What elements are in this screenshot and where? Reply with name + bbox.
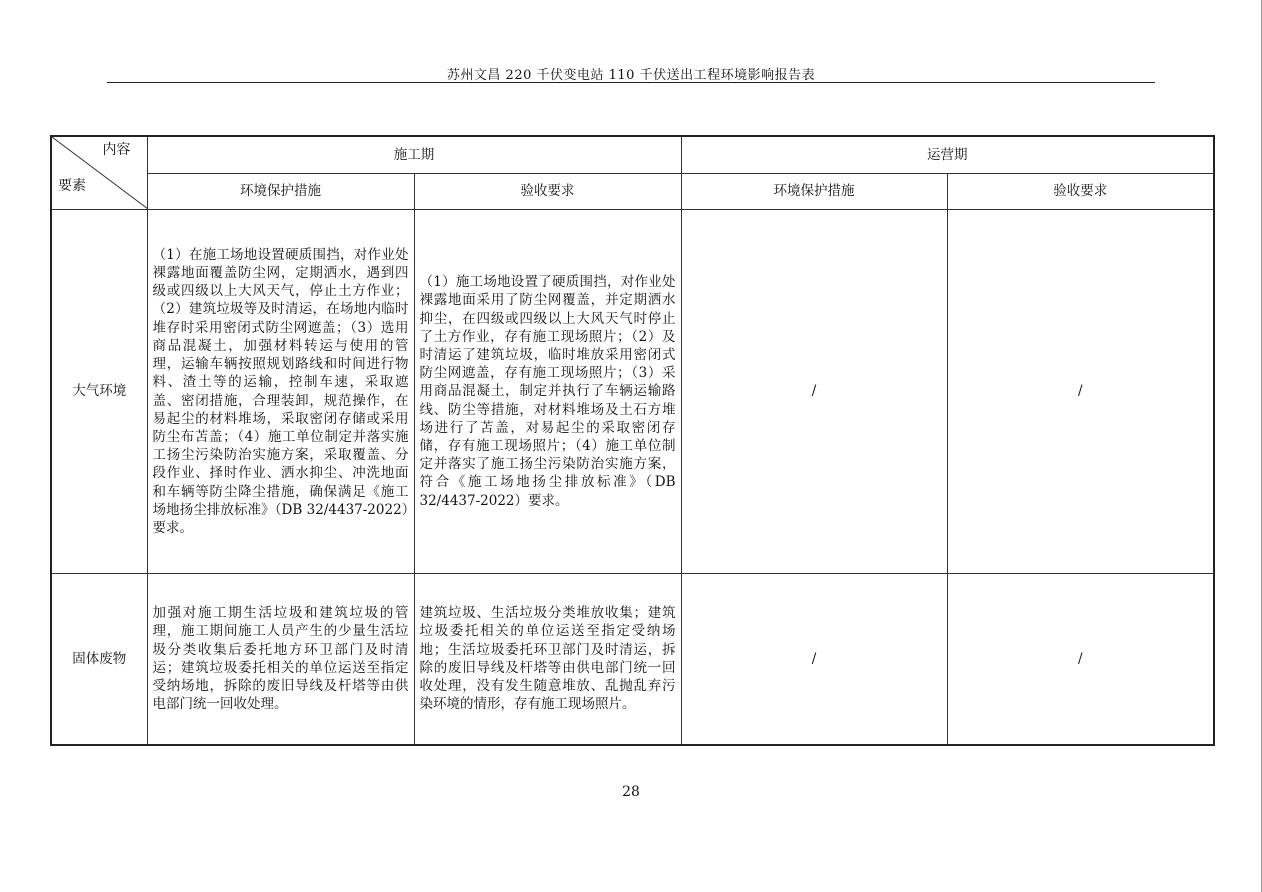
- table-row: [51, 210, 1214, 574]
- table-header-row-groups: [51, 136, 1214, 173]
- header-divider: [107, 82, 1155, 83]
- row-label-air: 大气环境: [51, 210, 147, 574]
- air-operation-measures: /: [681, 210, 947, 574]
- table-row: [51, 574, 1214, 745]
- corner-header-cell: [51, 136, 147, 210]
- waste-construction-acceptance: 建筑垃圾、生活垃圾分类堆放收集；建筑垃圾委托相关的单位运送至指定受纳场地；生活垃圾委托环卫部门及时清运，拆除的废旧导线及杆塔等由供电部门统一回收处理，没有发生随意堆放、乱抛乱弃污染环境的情形，存有施工现场照片。: [414, 574, 681, 745]
- corner-top-label: 内容: [102, 142, 131, 158]
- subheader-construction-measures: 环境保护措施: [147, 173, 414, 210]
- subheader-construction-acceptance: 验收要求: [414, 173, 681, 210]
- corner-bottom-label: 要素: [58, 177, 86, 194]
- air-construction-measures: （1）在施工场地设置硬质围挡，对作业处裸露地面覆盖防尘网，定期洒水，遇到四级或四级以上大风天气，停止土方作业；（2）建筑垃圾等及时清运，在场地内临时堆存时采用密闭式防尘网遮盖；（3）选用商品混凝土，加强材料转运与使用的管理，运输车辆按照规划路线和时间进行物料、渣土等的运输，控制车速，采取遮盖、密闭措施，合理装卸，规范操作，在易起尘的材料堆场，采取密闭存储或采用防尘布苫盖；（4）施工单位制定并落实施工扬尘污染防治实施方案，采取覆盖、分段作业、择时作业、洒水抑尘、冲洗地面和车辆等防尘降尘措施，确保满足《施工场地扬尘排放标准》（DB 32/4437-2022）要求。: [147, 210, 414, 574]
- subheader-operation-measures: 环境保护措施: [681, 173, 947, 210]
- waste-operation-acceptance: /: [947, 574, 1214, 745]
- row-label-solid-waste: 固体废物: [51, 574, 147, 745]
- document-header-title: 苏州文昌 220 千伏变电站 110 千伏送出工程环境影响报告表: [446, 68, 816, 83]
- subheader-operation-acceptance: 验收要求: [947, 173, 1214, 210]
- corner-diagonal-line: [52, 137, 148, 209]
- waste-construction-measures: 加强对施工期生活垃圾和建筑垃圾的管理，施工期间施工人员产生的少量生活垃圾分类收集后委托地方环卫部门及时清运；建筑垃圾委托相关的单位运送至指定受纳场地，拆除的废旧导线及杆塔等由供电部门统一回收处理。: [147, 574, 414, 745]
- group-header-operation: 运营期: [681, 136, 1214, 173]
- air-construction-acceptance: （1）施工场地设置了硬质围挡，对作业处裸露地面采用了防尘网覆盖，并定期洒水抑尘，在四级或四级以上大风天气时停止了土方作业，存有施工现场照片；（2）及时清运了建筑垃圾，临时堆放采用密闭式防尘网遮盖，存有施工现场照片；（3）采用商品混凝土，制定并执行了车辆运输路线、防尘等措施，对材料堆场及土石方堆场进行了苫盖，对易起尘的采取密闭存储，存有施工现场照片；（4）施工单位制定并落实了施工扬尘污染防治实施方案，符合《施工场地扬尘排放标准》（DB 32/4437-2022）要求。: [414, 210, 681, 574]
- group-header-construction: 施工期: [147, 136, 681, 173]
- measures-table: [50, 135, 1215, 746]
- air-operation-acceptance: /: [947, 210, 1214, 574]
- page-number: 28: [622, 784, 640, 800]
- waste-operation-measures: /: [681, 574, 947, 745]
- table-header-row-subheaders: [51, 173, 1214, 210]
